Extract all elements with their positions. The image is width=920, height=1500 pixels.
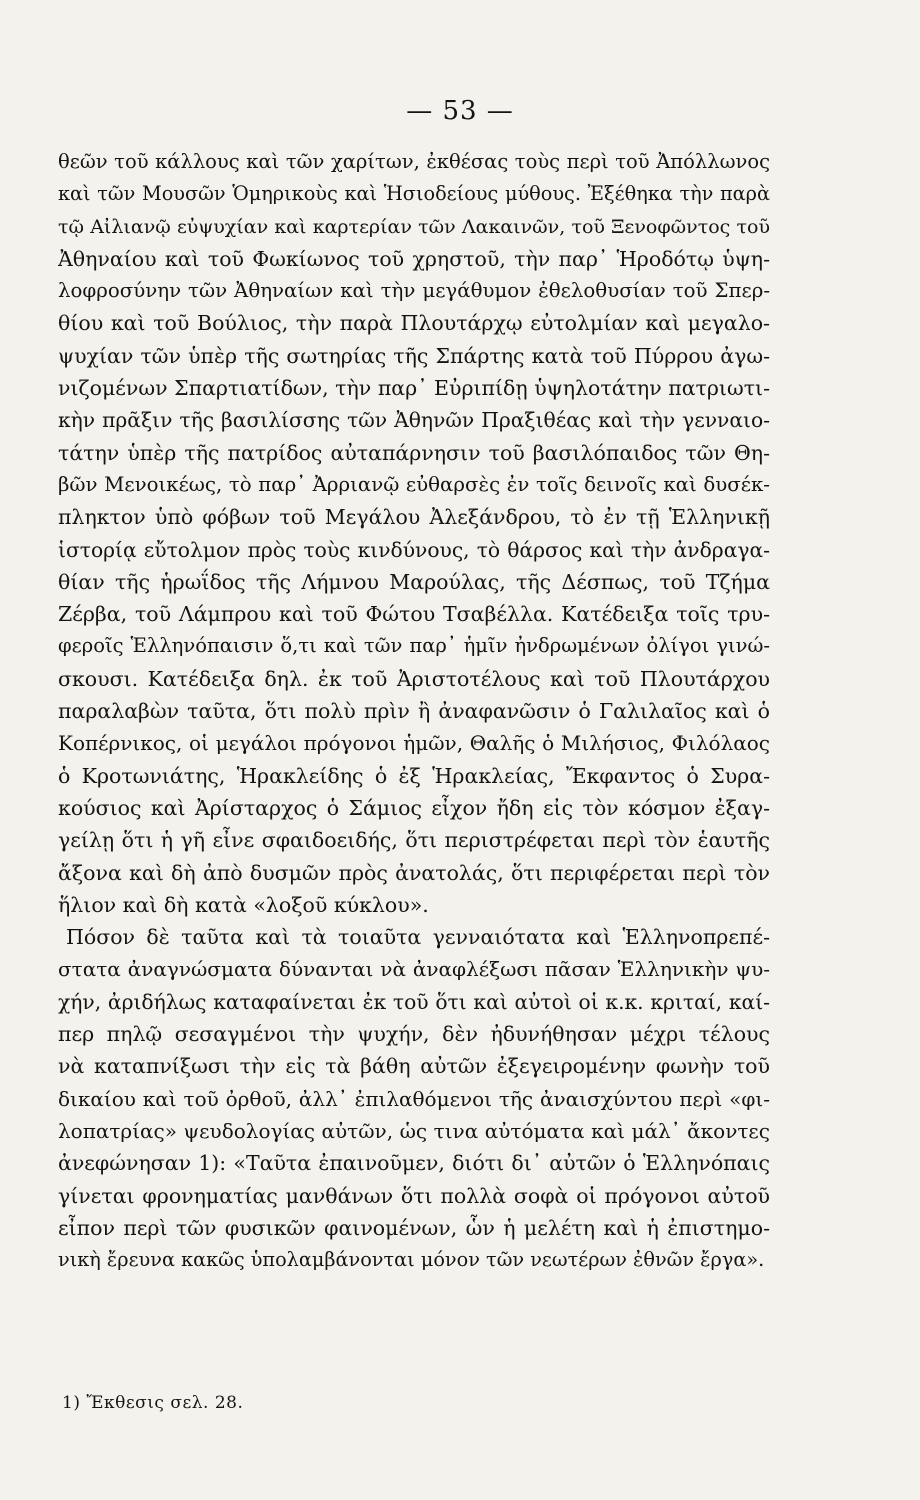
text-line: τῷ Αἰλιανῷ εὐψυχίαν καὶ καρτερίαν τῶν Λακαινῶν, τοῦ Ξενοφῶντος τοῦ: [58, 215, 770, 238]
text-line: θίου καὶ τοῦ Βούλιος, τὴν παρὰ Πλουτάρχῳ εὐτολμίαν καὶ μεγαλο-: [58, 311, 770, 336]
text-line: καὶ τῶν Μουσῶν Ὁμηρικοὺς καὶ Ἡσιοδείους μύθους. Ἐξέθηκα τὴν παρὰ: [58, 182, 770, 206]
text-line: γίνεται φρονηματίας μανθάνων ὅτι πολλὰ σοφὰ οἱ πρόγονοι αὐτοῦ: [58, 1183, 770, 1208]
paragraph-first-line: Πόσον δὲ ταῦτα καὶ τὰ τοιαῦτα γενναιότατα καὶ Ἑλληνοπρεπέ-: [66, 925, 770, 950]
text-line: ψυχίαν τῶν ὑπὲρ τῆς σωτηρίας τῆς Σπάρτης κατὰ τοῦ Πύρρου ἀγω-: [58, 343, 770, 368]
body-text: [58, 146, 770, 1276]
footnote: 1) Ἔκθεσις σελ. 28.: [62, 1393, 244, 1413]
text-line: κούσιος καὶ Ἀρίσταρχος ὁ Σάμιος εἶχον ἤδη εἰς τὸν κόσμον ἐξαγ-: [58, 795, 770, 820]
text-line: θίαν τῆς ἡρωΐδος τῆς Λήμνου Μαρούλας, τῆς Δέσπως, τοῦ Τζήμα: [58, 569, 770, 594]
text-line: ἱστορίᾳ εὔτολμον πρὸς τοὺς κινδύνους, τὸ θάρσος καὶ τὴν ἀνδραγα-: [58, 537, 770, 562]
page-number: — 53 —: [406, 96, 514, 126]
text-line: λοφροσύνην τῶν Ἀθηναίων καὶ τὴν μεγάθυμον ἐθελοθυσίαν τοῦ Σπερ-: [58, 279, 770, 303]
text-line: ὁ Κροτωνιάτης, Ἡρακλείδης ὁ ἐξ Ἡρακλείας, Ἔκφαντος ὁ Συρα-: [58, 763, 770, 788]
text-line: πληκτον ὑπὸ φόβων τοῦ Μεγάλου Ἀλεξάνδρου, τὸ ἐν τῇ Ἑλληνικῇ: [58, 505, 770, 530]
text-line: βῶν Μενοικέως, τὸ παρ᾽ Ἀρριανῷ εὐθαρσὲς ἐν τοῖς δεινοῖς καὶ δυσέκ-: [58, 472, 770, 496]
text-line: γείλῃ ὅτι ἡ γῆ εἶνε σφαιδοειδής, ὅτι περιστρέφεται περὶ τὸν ἑαυτῆς: [58, 828, 770, 853]
text-line: θεῶν τοῦ κάλλους καὶ τῶν χαρίτων, ἐκθέσας τοὺς περὶ τοῦ Ἀπόλλωνος: [58, 150, 770, 173]
text-line: ἥλιον καὶ δὴ κατὰ «λοξοῦ κύκλου».: [58, 892, 429, 917]
text-line: νὰ καταπνίξωσι τὴν εἰς τὰ βάθη αὐτῶν ἐξεγειρομένην φωνὴν τοῦ: [58, 1054, 770, 1079]
text-line: παραλαβὼν ταῦτα, ὅτι πολὺ πρὶν ἢ ἀναφανῶσιν ὁ Γαλιλαῖος καὶ ὁ: [58, 699, 770, 724]
text-line: κὴν πρᾶξιν τῆς βασιλίσσης τῶν Ἀθηνῶν Πραξιθέας καὶ τὴν γενναιο-: [58, 408, 770, 433]
text-line: νιζομένων Σπαρτιατίδων, τὴν παρ᾽ Εὐριπίδῃ ὑψηλοτάτην πατριωτι-: [58, 376, 770, 401]
text-line: δικαίου καὶ τοῦ ὀρθοῦ, ἀλλ᾽ ἐπιλαθόμενοι τῆς ἀναισχύντου περὶ «φι-: [58, 1086, 770, 1111]
text-line: περ πηλῷ σεσαγμένοι τὴν ψυχήν, δὲν ἠδυνήθησαν μέχρι τέλους: [58, 1022, 770, 1047]
text-line: ἀνεφώνησαν 1): «Ταῦτα ἐπαινοῦμεν, διότι δι᾽ αὐτῶν ὁ Ἑλληνόπαις: [58, 1151, 770, 1176]
text-line: Κοπέρνικος, οἱ μεγάλοι πρόγονοι ἡμῶν, Θαλῆς ὁ Μιλήσιος, Φιλόλαος: [58, 731, 770, 756]
text-line: λοπατρίας» ψευδολογίας αὐτῶν, ὡς τινα αὐτόματα καὶ μάλ᾽ ἄκοντες: [58, 1118, 770, 1143]
text-line: εἶπον περὶ τῶν φυσικῶν φαινομένων, ὧν ἡ μελέτη καὶ ἡ ἐπιστημο-: [58, 1215, 770, 1240]
text-line: σκουσι. Κατέδειξα δηλ. ἐκ τοῦ Ἀριστοτέλους καὶ τοῦ Πλουτάρχου: [58, 666, 770, 691]
text-line: Ζέρβα, τοῦ Λάμπρου καὶ τοῦ Φώτου Τσαβέλλα. Κατέδειξα τοῖς τρυ-: [58, 602, 770, 627]
text-line: ἄξονα καὶ δὴ ἀπὸ δυσμῶν πρὸς ἀνατολάς, ὅτι περιφέρεται περὶ τὸν: [58, 860, 770, 885]
text-line: τάτην ὑπὲρ τῆς πατρίδος αὐταπάρνησιν τοῦ βασιλόπαιδος τῶν Θη-: [58, 440, 770, 465]
text-line: χήν, ἀριδήλως καταφαίνεται ἐκ τοῦ ὅτι καὶ αὐτοὶ οἱ κ.κ. κριταί, καί-: [58, 989, 770, 1014]
text-line: Ἀθηναίου καὶ τοῦ Φωκίωνος τοῦ χρηστοῦ, τὴν παρ᾽ Ἡροδότῳ ὑψη-: [58, 246, 770, 271]
text-line: νικὴ ἔρευνα κακῶς ὑπολαμβάνονται μόνον τῶν νεωτέρων ἐθνῶν ἔργα».: [58, 1248, 765, 1272]
text-line: στατα ἀναγνώσματα δύνανται νὰ ἀναφλέξωσι πᾶσαν Ἑλληνικὴν ψυ-: [58, 957, 770, 982]
text-line: φεροῖς Ἑλληνόπαισιν ὅ,τι καὶ τῶν παρ᾽ ἡμῖν ἠνδρωμένων ὀλίγοι γινώ-: [58, 634, 770, 658]
